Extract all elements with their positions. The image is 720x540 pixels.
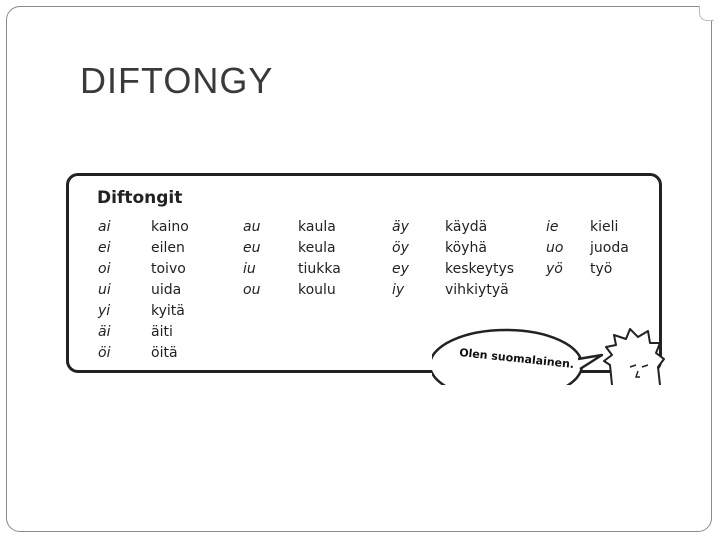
diphthong: iy <box>392 282 405 298</box>
example-word: kaula <box>298 219 336 235</box>
diphthong: iu <box>243 261 256 277</box>
example-word: keskeytys <box>445 261 515 277</box>
example-word: juoda <box>590 240 629 256</box>
diphthong: äy <box>392 219 409 235</box>
diphthong: öy <box>392 240 409 256</box>
example-word: köyhä <box>445 240 487 256</box>
example-word: vihkiytyä <box>445 282 509 298</box>
diphthong: yö <box>546 261 563 277</box>
diphthong: äi <box>98 324 111 340</box>
diphthong: ey <box>392 261 409 277</box>
example-word: kaino <box>151 219 189 235</box>
example-word: koulu <box>298 282 336 298</box>
example-word: kyitä <box>151 303 185 319</box>
example-word: käydä <box>445 219 488 235</box>
diphthong: öi <box>98 345 111 361</box>
diphthong: ui <box>98 282 111 298</box>
diphthong: ai <box>98 219 111 235</box>
diphthong-figure <box>66 173 666 385</box>
box-title: Diftongit <box>97 188 183 208</box>
diphthong: oi <box>98 261 111 277</box>
diphthong: ou <box>243 282 261 298</box>
slide-folded-corner <box>699 6 714 21</box>
diphthong: uo <box>546 240 564 256</box>
speech-bubble-text: Olen suomalainen. <box>458 346 575 371</box>
example-word: keula <box>298 240 336 256</box>
slide-title: DIFTONGY <box>80 60 274 101</box>
example-word: öitä <box>151 345 178 361</box>
diphthong: ei <box>98 240 111 256</box>
bubble-tail <box>578 355 602 369</box>
example-word: äiti <box>151 324 173 340</box>
example-word: uida <box>151 282 182 298</box>
diphthong: yi <box>98 303 111 319</box>
example-word: tiukka <box>298 261 341 277</box>
diphthong: eu <box>243 240 261 256</box>
diphthong: au <box>243 219 261 235</box>
cartoon-head <box>604 329 664 385</box>
diphthong: ie <box>546 219 559 235</box>
example-word: työ <box>590 261 613 277</box>
example-word: kieli <box>590 219 619 235</box>
example-word: eilen <box>151 240 185 256</box>
example-word: toivo <box>151 261 186 277</box>
